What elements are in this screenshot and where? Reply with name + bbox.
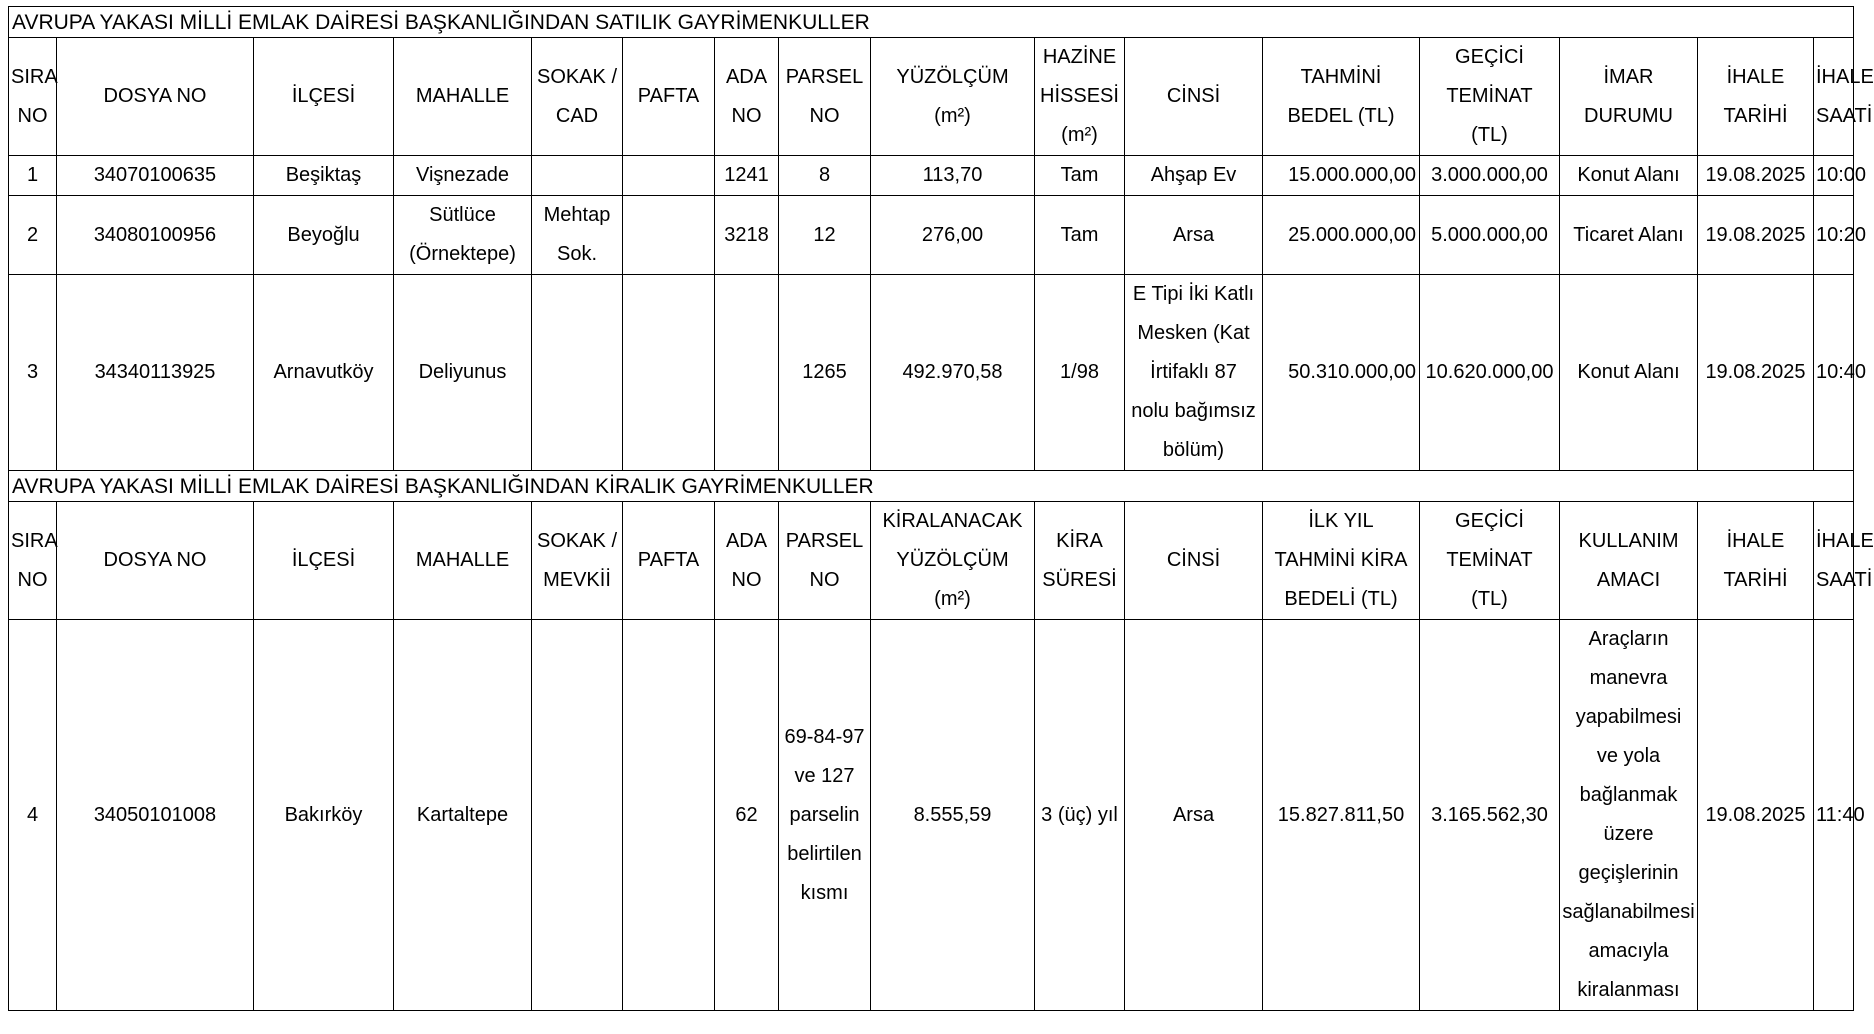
table-row (9, 196, 1854, 275)
cell-pafta (623, 275, 715, 471)
cell-gecici-teminat: 3.165.562,30 (1420, 620, 1560, 1011)
cell-yuzolcum: 492.970,58 (871, 275, 1035, 471)
cell-yuzolcum: 113,70 (871, 156, 1035, 196)
cell-ihale-saati: 10:40 (1814, 275, 1854, 471)
header-ada-no: ADA NO (715, 38, 779, 156)
cell-kullanim-amaci: Araçların manevra yapabilmesi ve yola bağlanmak üzere geçişlerinin sağlanabilmesi amacıyla kiralanması (1560, 620, 1698, 1011)
cell-ada-no: 1241 (715, 156, 779, 196)
cell-ihale-saati: 10:00 (1814, 156, 1854, 196)
header-dosya-no: DOSYA NO (57, 502, 254, 620)
header-ilce: İLÇESİ (254, 38, 394, 156)
header-gecici-teminat: GEÇİCİ TEMİNAT (TL) (1420, 38, 1560, 156)
header-kira-suresi: KİRA SÜRESİ (1035, 502, 1125, 620)
cell-ihale-tarihi: 19.08.2025 (1698, 156, 1814, 196)
cell-imar-durumu: Ticaret Alanı (1560, 196, 1698, 275)
header-sira-no: SIRA NO (9, 502, 57, 620)
announcement-sheet (8, 6, 1874, 1011)
cell-dosya-no: 34050101008 (57, 620, 254, 1011)
header-kiralanacak-yuzolcum: KİRALANACAK YÜZÖLÇÜM (m²) (871, 502, 1035, 620)
cell-sokak (532, 156, 623, 196)
cell-cinsi: E Tipi İki Katlı Mesken (Kat İrtifaklı 87 nolu bağımsız bölüm) (1125, 275, 1263, 471)
cell-mahalle: Sütlüce (Örnektepe) (394, 196, 532, 275)
cell-ilce: Beşiktaş (254, 156, 394, 196)
cell-parsel-no: 1265 (779, 275, 871, 471)
cell-gecici-teminat: 5.000.000,00 (1420, 196, 1560, 275)
header-ihale-saati: İHALE SAATİ (1814, 502, 1854, 620)
header-ihale-tarihi: İHALE TARİHİ (1698, 38, 1814, 156)
header-parsel-no: PARSEL NO (779, 502, 871, 620)
cell-imar-durumu: Konut Alanı (1560, 275, 1698, 471)
cell-pafta (623, 156, 715, 196)
cell-dosya-no: 34070100635 (57, 156, 254, 196)
header-pafta: PAFTA (623, 38, 715, 156)
header-kira-bedeli: İLK YIL TAHMİNİ KİRA BEDELİ (TL) (1263, 502, 1420, 620)
cell-parsel-no: 12 (779, 196, 871, 275)
table-row (9, 275, 1854, 471)
cell-ihale-tarihi: 19.08.2025 (1698, 620, 1814, 1011)
header-cinsi: CİNSİ (1125, 502, 1263, 620)
header-sokak-mevkii: SOKAK / MEVKİİ (532, 502, 623, 620)
header-sokak: SOKAK / CAD (532, 38, 623, 156)
cell-cinsi: Arsa (1125, 620, 1263, 1011)
header-ilce: İLÇESİ (254, 502, 394, 620)
cell-dosya-no: 34340113925 (57, 275, 254, 471)
cell-ihale-tarihi: 19.08.2025 (1698, 196, 1814, 275)
cell-mahalle: Kartaltepe (394, 620, 532, 1011)
table-row (9, 620, 1854, 1011)
cell-tahmini-bedel: 25.000.000,00 (1263, 196, 1420, 275)
header-dosya-no: DOSYA NO (57, 38, 254, 156)
header-tahmini-bedel: TAHMİNİ BEDEL (TL) (1263, 38, 1420, 156)
cell-sokak (532, 620, 623, 1011)
cell-ihale-saati: 10:20 (1814, 196, 1854, 275)
header-ada-no: ADA NO (715, 502, 779, 620)
cell-yuzolcum: 276,00 (871, 196, 1035, 275)
rent-section-title: AVRUPA YAKASI MİLLİ EMLAK DAİRESİ BAŞKANLIĞINDAN KİRALIK GAYRİMENKULLER (9, 471, 1854, 502)
cell-hazine-hissesi: Tam (1035, 156, 1125, 196)
cell-hazine-hissesi: Tam (1035, 196, 1125, 275)
cell-cinsi: Arsa (1125, 196, 1263, 275)
cell-parsel-no: 69-84-97 ve 127 parselin belirtilen kısmı (779, 620, 871, 1011)
cell-ilce: Arnavutköy (254, 275, 394, 471)
sale-section-title: AVRUPA YAKASI MİLLİ EMLAK DAİRESİ BAŞKANLIĞINDAN SATILIK GAYRİMENKULLER (9, 7, 1854, 38)
cell-tahmini-bedel: 15.000.000,00 (1263, 156, 1420, 196)
rent-header-row (9, 502, 1854, 620)
cell-kira-suresi: 3 (üç) yıl (1035, 620, 1125, 1011)
cell-sira: 4 (9, 620, 57, 1011)
cell-kira-bedeli: 15.827.811,50 (1263, 620, 1420, 1011)
cell-ihale-saati: 11:40 (1814, 620, 1854, 1011)
header-sira-no: SIRA NO (9, 38, 57, 156)
header-yuzolcum: YÜZÖLÇÜM (m²) (871, 38, 1035, 156)
sale-header-row (9, 38, 1854, 156)
cell-cinsi: Ahşap Ev (1125, 156, 1263, 196)
header-mahalle: MAHALLE (394, 502, 532, 620)
header-gecici-teminat: GEÇİCİ TEMİNAT (TL) (1420, 502, 1560, 620)
cell-tahmini-bedel: 50.310.000,00 (1263, 275, 1420, 471)
header-ihale-tarihi: İHALE TARİHİ (1698, 502, 1814, 620)
cell-parsel-no: 8 (779, 156, 871, 196)
header-ihale-saati: İHALE SAATİ (1814, 38, 1854, 156)
header-kullanim-amaci: KULLANIM AMACI (1560, 502, 1698, 620)
header-hazine-hissesi: HAZİNE HİSSESİ (m²) (1035, 38, 1125, 156)
header-cinsi: CİNSİ (1125, 38, 1263, 156)
cell-sira: 1 (9, 156, 57, 196)
cell-dosya-no: 34080100956 (57, 196, 254, 275)
header-parsel-no: PARSEL NO (779, 38, 871, 156)
cell-ada-no (715, 275, 779, 471)
cell-sokak (532, 275, 623, 471)
cell-hazine-hissesi: 1/98 (1035, 275, 1125, 471)
cell-imar-durumu: Konut Alanı (1560, 156, 1698, 196)
cell-ada-no: 3218 (715, 196, 779, 275)
cell-ilce: Bakırköy (254, 620, 394, 1011)
cell-ilce: Beyoğlu (254, 196, 394, 275)
cell-gecici-teminat: 10.620.000,00 (1420, 275, 1560, 471)
cell-mahalle: Vişnezade (394, 156, 532, 196)
cell-pafta (623, 196, 715, 275)
property-table (8, 6, 1874, 1011)
header-imar-durumu: İMAR DURUMU (1560, 38, 1698, 156)
header-mahalle: MAHALLE (394, 38, 532, 156)
cell-sira: 3 (9, 275, 57, 471)
cell-sokak: Mehtap Sok. (532, 196, 623, 275)
cell-pafta (623, 620, 715, 1011)
cell-mahalle: Deliyunus (394, 275, 532, 471)
cell-yuzolcum: 8.555,59 (871, 620, 1035, 1011)
cell-ihale-tarihi: 19.08.2025 (1698, 275, 1814, 471)
header-pafta: PAFTA (623, 502, 715, 620)
cell-ada-no: 62 (715, 620, 779, 1011)
cell-gecici-teminat: 3.000.000,00 (1420, 156, 1560, 196)
cell-sira: 2 (9, 196, 57, 275)
table-row (9, 156, 1854, 196)
